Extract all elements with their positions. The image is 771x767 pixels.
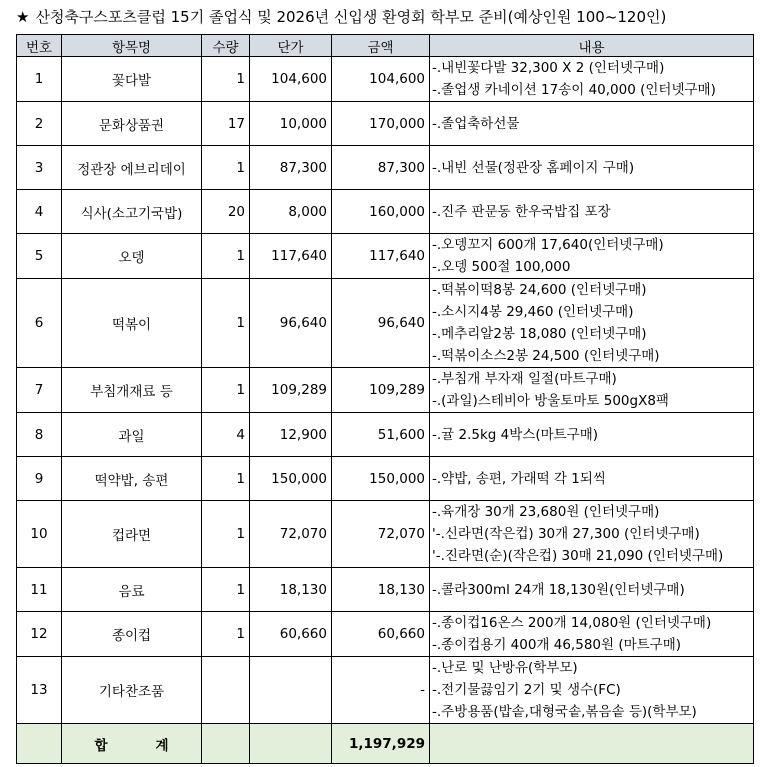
table-row xyxy=(17,190,754,234)
col-header-qty: 수량 xyxy=(202,35,250,57)
quantity: 1 xyxy=(202,234,250,279)
details-cell xyxy=(430,279,754,368)
detail-line: -.(과일)스테비아 방울토마토 500gX8팩 xyxy=(432,393,669,409)
detail-line: -.내빈 선물(정관장 홈페이지 구매) xyxy=(432,159,635,176)
col-header-no: 번호 xyxy=(17,35,62,57)
quantity: 1 xyxy=(202,568,250,612)
row-number: 6 xyxy=(17,279,62,368)
details-cell xyxy=(430,413,754,457)
total-amount: 1,197,929 xyxy=(332,724,430,764)
table-row xyxy=(17,657,754,724)
unit-price: 18,130 xyxy=(250,568,332,612)
amount: 18,130 xyxy=(332,568,430,612)
col-header-item: 항목명 xyxy=(62,35,202,57)
detail-line: -.오뎅꼬지 600개 17,640(인터넷구매) xyxy=(432,237,664,253)
amount: 60,660 xyxy=(332,612,430,657)
item-name: 컵라면 xyxy=(62,501,202,568)
unit-price: 109,289 xyxy=(250,368,332,413)
amount: 96,640 xyxy=(332,279,430,368)
item-name: 문화상품권 xyxy=(62,102,202,146)
quantity: 1 xyxy=(202,457,250,501)
detail-line: -.전기물끓임기 2기 및 생수(FC) xyxy=(432,682,621,698)
unit-price: 8,000 xyxy=(250,190,332,234)
details-cell xyxy=(430,501,754,568)
page-title xyxy=(16,6,666,27)
quantity: 17 xyxy=(202,102,250,146)
detail-line: -.떡볶이소스2봉 24,500 (인터넷구매) xyxy=(432,348,660,364)
unit-price: 104,600 xyxy=(250,57,332,102)
total-empty-cell xyxy=(17,724,62,764)
table-row xyxy=(17,279,754,368)
item-name: 음료 xyxy=(62,568,202,612)
table-row xyxy=(17,57,754,102)
amount: 160,000 xyxy=(332,190,430,234)
row-number: 2 xyxy=(17,102,62,146)
title-text: 산청축구스포츠클럽 15기 졸업식 및 2026년 신입생 환영회 학부모 준비(예상인원 100~120인) xyxy=(35,8,667,26)
header-row xyxy=(17,35,754,57)
item-name: 부침개재료 등 xyxy=(62,368,202,413)
amount: 150,000 xyxy=(332,457,430,501)
item-name: 종이컵 xyxy=(62,612,202,657)
item-name: 기타찬조품 xyxy=(62,657,202,724)
table-row xyxy=(17,146,754,190)
detail-line: -.졸업축하선물 xyxy=(432,115,520,132)
detail-line: -.난로 및 난방유(학부모) xyxy=(432,660,578,676)
table-row xyxy=(17,612,754,657)
details-cell xyxy=(430,568,754,612)
unit-price: 12,900 xyxy=(250,413,332,457)
unit-price: 150,000 xyxy=(250,457,332,501)
table-body xyxy=(17,57,754,764)
detail-line: -.콜라300ml 24개 18,130원(인터넷구매) xyxy=(432,581,685,598)
row-number: 7 xyxy=(17,368,62,413)
col-header-unit-price: 단가 xyxy=(250,35,332,57)
item-name: 과일 xyxy=(62,413,202,457)
total-row xyxy=(17,724,754,764)
item-name: 정관장 에브리데이 xyxy=(62,146,202,190)
detail-line: -.오뎅 500절 100,000 xyxy=(432,259,571,275)
quantity: 1 xyxy=(202,368,250,413)
detail-line: -.육개장 30개 23,680원 (인터넷구매) xyxy=(432,504,660,520)
details-cell xyxy=(430,612,754,657)
table-row xyxy=(17,102,754,146)
total-label xyxy=(62,724,202,764)
details-cell xyxy=(430,234,754,279)
row-number: 5 xyxy=(17,234,62,279)
item-name: 꽃다발 xyxy=(62,57,202,102)
quantity xyxy=(202,657,250,724)
row-number: 8 xyxy=(17,413,62,457)
detail-line: -.부침개 부자재 일절(마트구매) xyxy=(432,371,617,387)
item-name: 떡약밥, 송편 xyxy=(62,457,202,501)
total-qty-empty xyxy=(202,724,250,764)
unit-price: 117,640 xyxy=(250,234,332,279)
total-unit-empty xyxy=(250,724,332,764)
quantity: 1 xyxy=(202,57,250,102)
quantity: 4 xyxy=(202,413,250,457)
detail-line: -.졸업생 카네이션 17송이 40,000 (인터넷구매) xyxy=(432,82,716,98)
amount: - xyxy=(332,657,430,724)
row-number: 11 xyxy=(17,568,62,612)
table-row xyxy=(17,568,754,612)
row-number: 12 xyxy=(17,612,62,657)
row-number: 10 xyxy=(17,501,62,568)
col-header-details: 내용 xyxy=(430,35,754,57)
amount: 109,289 xyxy=(332,368,430,413)
detail-line: -.귤 2.5kg 4박스(마트구매) xyxy=(432,426,599,443)
amount: 51,600 xyxy=(332,413,430,457)
row-number: 3 xyxy=(17,146,62,190)
detail-line: -.내빈꽃다발 32,300 X 2 (인터넷구매) xyxy=(432,60,665,76)
item-name: 떡볶이 xyxy=(62,279,202,368)
quantity: 1 xyxy=(202,279,250,368)
unit-price: 87,300 xyxy=(250,146,332,190)
total-details-empty xyxy=(430,724,754,764)
quantity: 20 xyxy=(202,190,250,234)
detail-line: -.종이컵16온스 200개 14,080원 (인터넷구매) xyxy=(432,615,712,631)
detail-line: -.주방용품(밥솥,대형국솥,볶음솥 등)(학부모) xyxy=(432,704,697,720)
detail-line: -.종이컵용기 400개 46,580원 (마트구매) xyxy=(432,637,682,653)
table-row xyxy=(17,501,754,568)
detail-line: -.진주 판문동 한우국밥집 포장 xyxy=(432,203,611,220)
details-cell xyxy=(430,102,754,146)
row-number: 4 xyxy=(17,190,62,234)
amount: 170,000 xyxy=(332,102,430,146)
quantity: 1 xyxy=(202,146,250,190)
table-row xyxy=(17,413,754,457)
detail-line: '-.신라면(작은컵) 30개 27,300 (인터넷구매) xyxy=(432,526,700,542)
detail-line: -.메추리알2봉 18,080 (인터넷구매) xyxy=(432,326,647,342)
details-cell xyxy=(430,57,754,102)
amount: 87,300 xyxy=(332,146,430,190)
unit-price: 96,640 xyxy=(250,279,332,368)
amount: 104,600 xyxy=(332,57,430,102)
details-cell xyxy=(430,190,754,234)
table-row xyxy=(17,368,754,413)
row-number: 9 xyxy=(17,457,62,501)
details-cell xyxy=(430,368,754,413)
item-name: 오뎅 xyxy=(62,234,202,279)
unit-price: 72,070 xyxy=(250,501,332,568)
unit-price: 10,000 xyxy=(250,102,332,146)
unit-price xyxy=(250,657,332,724)
table-row xyxy=(17,234,754,279)
amount: 72,070 xyxy=(332,501,430,568)
details-cell xyxy=(430,657,754,724)
item-name: 식사(소고기국밥) xyxy=(62,190,202,234)
total-label-part: 계 xyxy=(155,737,169,754)
quantity: 1 xyxy=(202,612,250,657)
details-cell xyxy=(430,146,754,190)
amount: 117,640 xyxy=(332,234,430,279)
star-icon: ★ xyxy=(16,8,30,26)
detail-line: -.약밥, 송편, 가래떡 각 1되씩 xyxy=(432,470,606,487)
col-header-amount: 금액 xyxy=(332,35,430,57)
table-row xyxy=(17,457,754,501)
unit-price: 60,660 xyxy=(250,612,332,657)
detail-line: -.떡볶이떡8봉 24,600 (인터넷구매) xyxy=(432,282,647,298)
details-cell xyxy=(430,457,754,501)
row-number: 1 xyxy=(17,57,62,102)
detail-line: -.소시지4봉 29,460 (인터넷구매) xyxy=(432,304,634,320)
row-number: 13 xyxy=(17,657,62,724)
quantity: 1 xyxy=(202,501,250,568)
total-label-part: 합 xyxy=(94,737,108,754)
budget-table xyxy=(16,34,754,764)
detail-line: '-.진라면(순)(작은컵) 30매 21,090 (인터넷구매) xyxy=(432,548,724,564)
